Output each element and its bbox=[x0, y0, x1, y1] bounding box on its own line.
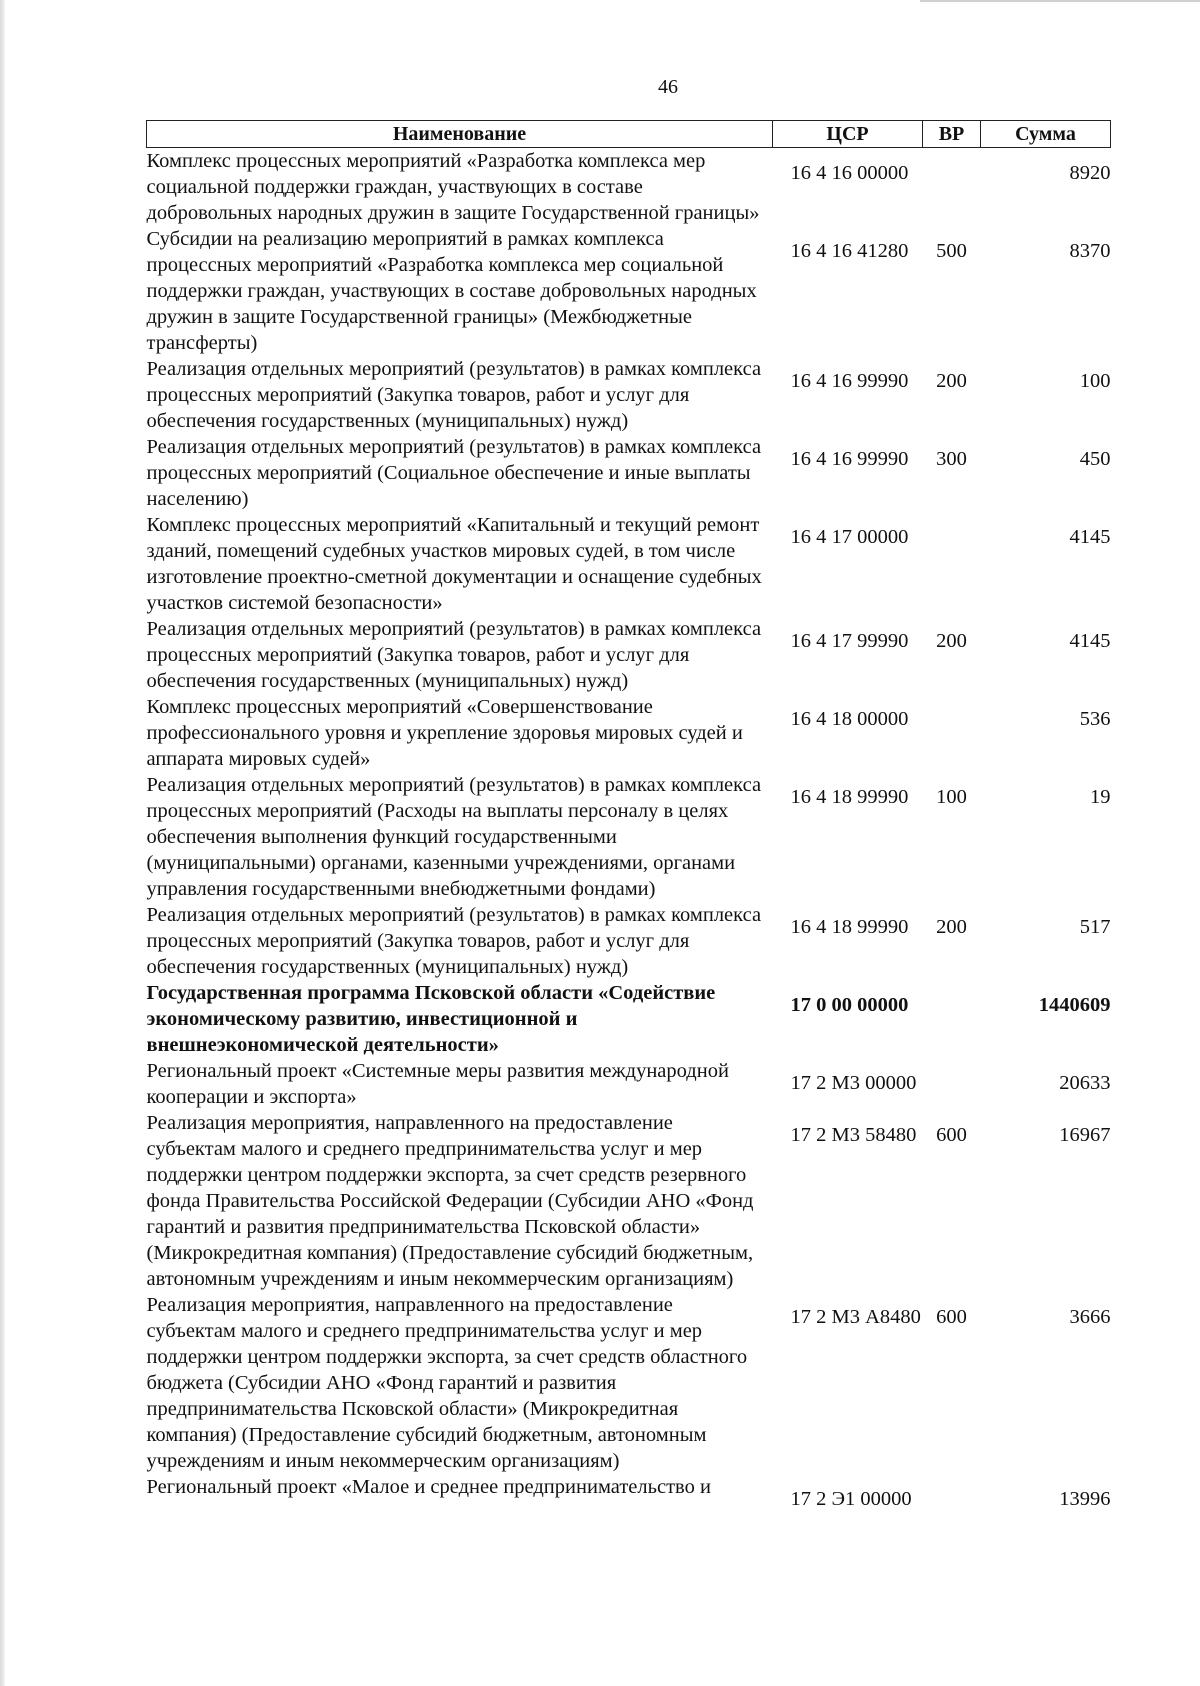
row-name-cell: Региональный проект «Малое и среднее предпринимательство и bbox=[146, 1476, 711, 1498]
table-row bbox=[147, 616, 1111, 694]
row-csr-cell: 16 4 16 99990 bbox=[790, 448, 909, 470]
table-row bbox=[147, 226, 1111, 356]
table-row bbox=[147, 148, 1111, 227]
table-row bbox=[147, 694, 1111, 772]
row-vr-cell bbox=[923, 1058, 981, 1110]
row-sum-cell: 8370 bbox=[1069, 240, 1111, 262]
column-header-sum: Сумма bbox=[981, 121, 1111, 148]
table-row bbox=[147, 772, 1111, 902]
row-name-cell: Реализация отдельных мероприятий (результатов) в рамках комплекса процессных мероприятий (Закупка товаров, работ и услуг для обеспечения государственных (муниципальных) нужд) bbox=[146, 618, 762, 692]
scan-edge-top bbox=[920, 0, 1200, 2]
row-name-cell: Региональный проект «Системные меры развития международной кооперации и экспорта» bbox=[146, 1060, 729, 1108]
row-vr-cell bbox=[923, 148, 981, 227]
table-row bbox=[147, 980, 1111, 1058]
table-row bbox=[147, 902, 1111, 980]
row-sum-cell: 1440609 bbox=[1038, 994, 1111, 1016]
row-vr-cell: 100 bbox=[936, 786, 967, 808]
row-sum-cell: 3666 bbox=[1069, 1306, 1111, 1328]
table-body bbox=[147, 148, 1111, 1513]
column-header-csr: ЦСР bbox=[773, 121, 923, 148]
row-vr-cell: 200 bbox=[936, 370, 967, 392]
row-csr-cell: 16 4 17 00000 bbox=[790, 526, 909, 548]
row-name-cell: Реализация отдельных мероприятий (результатов) в рамках комплекса процессных мероприятий (Закупка товаров, работ и услуг для обеспечения государственных (муниципальных) нужд) bbox=[146, 358, 762, 432]
row-vr-cell bbox=[923, 980, 981, 1058]
row-sum-cell: 16967 bbox=[1059, 1124, 1111, 1146]
page-number: 46 bbox=[658, 76, 678, 98]
row-csr-cell: 16 4 18 99990 bbox=[790, 916, 909, 938]
row-name-cell: Реализация мероприятия, направленного на предоставление субъектам малого и среднего предпринимательства услуг и мер поддержки центром поддержки экспорта, за счет средств резервного фонда Правительства Российской Федерации (Субсидии АНО «Фонд гарантий и развития предпринимательства Псковской области» (Микрокредитная компания) (Предоставление субсидий бюджетным, автономным учреждениям и иным некоммерческим организациям) bbox=[146, 1112, 754, 1290]
scan-edge-left bbox=[0, 0, 5, 1686]
row-name-cell: Субсидии на реализацию мероприятий в рамках комплекса процессных мероприятий «Разработка комплекса мер социальной поддержки граждан, участвующих в составе добровольных народных дружин в защите Государственной границы» (Межбюджетные трансферты) bbox=[146, 228, 757, 354]
row-vr-cell bbox=[923, 694, 981, 772]
row-vr-cell bbox=[923, 1474, 981, 1512]
row-sum-cell: 4145 bbox=[1069, 630, 1111, 652]
table-row bbox=[147, 356, 1111, 434]
row-sum-cell: 517 bbox=[1079, 916, 1111, 938]
row-csr-cell: 17 2 М3 А8480 bbox=[790, 1306, 921, 1328]
row-sum-cell: 536 bbox=[1079, 708, 1111, 730]
budget-table-sheet bbox=[146, 120, 1110, 1512]
column-header-name: Наименование bbox=[147, 121, 773, 148]
row-name-cell: Комплекс процессных мероприятий «Разработка комплекса мер социальной поддержки граждан, участвующих в составе добровольных народных дружин в защите Государственной границы» bbox=[146, 150, 760, 224]
row-vr-cell bbox=[923, 512, 981, 616]
table-row bbox=[147, 1110, 1111, 1292]
table-row bbox=[147, 1292, 1111, 1474]
row-vr-cell: 200 bbox=[936, 916, 967, 938]
row-csr-cell: 16 4 18 99990 bbox=[790, 786, 909, 808]
row-csr-cell: 17 2 М3 58480 bbox=[790, 1124, 917, 1146]
row-sum-cell: 450 bbox=[1079, 448, 1111, 470]
table-header-row bbox=[147, 121, 1111, 148]
row-csr-cell: 17 0 00 00000 bbox=[790, 994, 909, 1016]
row-sum-cell: 20633 bbox=[1059, 1072, 1111, 1094]
row-csr-cell: 16 4 18 00000 bbox=[790, 708, 909, 730]
row-csr-cell: 16 4 17 99990 bbox=[790, 630, 909, 652]
row-name-cell: Реализация отдельных мероприятий (результатов) в рамках комплекса процессных мероприятий (Социальное обеспечение и иные выплаты населению) bbox=[146, 436, 762, 510]
row-name-cell: Реализация мероприятия, направленного на предоставление субъектам малого и среднего предпринимательства услуг и мер поддержки центром поддержки экспорта, за счет средств областного бюджета (Субсидии АНО «Фонд гарантий и развития предпринимательства Псковской области» (Микрокредитная компания) (Предоставление субсидий бюджетным, автономным учреждениям и иным некоммерческим организациям) bbox=[146, 1294, 748, 1472]
row-csr-cell: 16 4 16 41280 bbox=[790, 240, 909, 262]
row-name-cell: Реализация отдельных мероприятий (результатов) в рамках комплекса процессных мероприятий (Расходы на выплаты персоналу в целях обеспечения выполнения функций государственными (муниципальными) органами, казенными учреждениями, органами управления государственными внебюджетными фондами) bbox=[146, 774, 762, 900]
row-sum-cell: 19 bbox=[1090, 786, 1111, 808]
table-row bbox=[147, 434, 1111, 512]
row-sum-cell: 8920 bbox=[1069, 162, 1111, 184]
row-csr-cell: 17 2 Э1 00000 bbox=[790, 1488, 912, 1510]
table-row bbox=[147, 512, 1111, 616]
table-row bbox=[147, 1474, 1111, 1512]
budget-table bbox=[146, 120, 1111, 1512]
row-csr-cell: 16 4 16 00000 bbox=[790, 162, 909, 184]
row-csr-cell: 16 4 16 99990 bbox=[790, 370, 909, 392]
row-sum-cell: 100 bbox=[1079, 370, 1111, 392]
row-vr-cell: 300 bbox=[936, 448, 967, 470]
row-vr-cell: 500 bbox=[936, 240, 967, 262]
row-name-cell: Комплекс процессных мероприятий «Капитальный и текущий ремонт зданий, помещений судебных участков мировых судей, в том числе изготовление проектно-сметной документации и оснащение судебных участков системой безопасности» bbox=[146, 514, 762, 614]
table-row bbox=[147, 1058, 1111, 1110]
row-vr-cell: 200 bbox=[936, 630, 967, 652]
row-name-cell: Комплекс процессных мероприятий «Совершенствование профессионального уровня и укрепление здоровья мировых судей и аппарата мировых судей» bbox=[146, 696, 743, 770]
row-name-cell: Реализация отдельных мероприятий (результатов) в рамках комплекса процессных мероприятий (Закупка товаров, работ и услуг для обеспечения государственных (муниципальных) нужд) bbox=[146, 904, 762, 978]
row-vr-cell: 600 bbox=[936, 1306, 967, 1328]
row-name-cell: Государственная программа Псковской области «Содействие экономическому развитию, инвестиционной и внешнеэкономической деятельности» bbox=[146, 982, 716, 1056]
row-vr-cell: 600 bbox=[936, 1124, 967, 1146]
row-csr-cell: 17 2 М3 00000 bbox=[790, 1072, 917, 1094]
column-header-vr: ВР bbox=[923, 121, 981, 148]
row-sum-cell: 13996 bbox=[1059, 1488, 1111, 1510]
row-sum-cell: 4145 bbox=[1069, 526, 1111, 548]
